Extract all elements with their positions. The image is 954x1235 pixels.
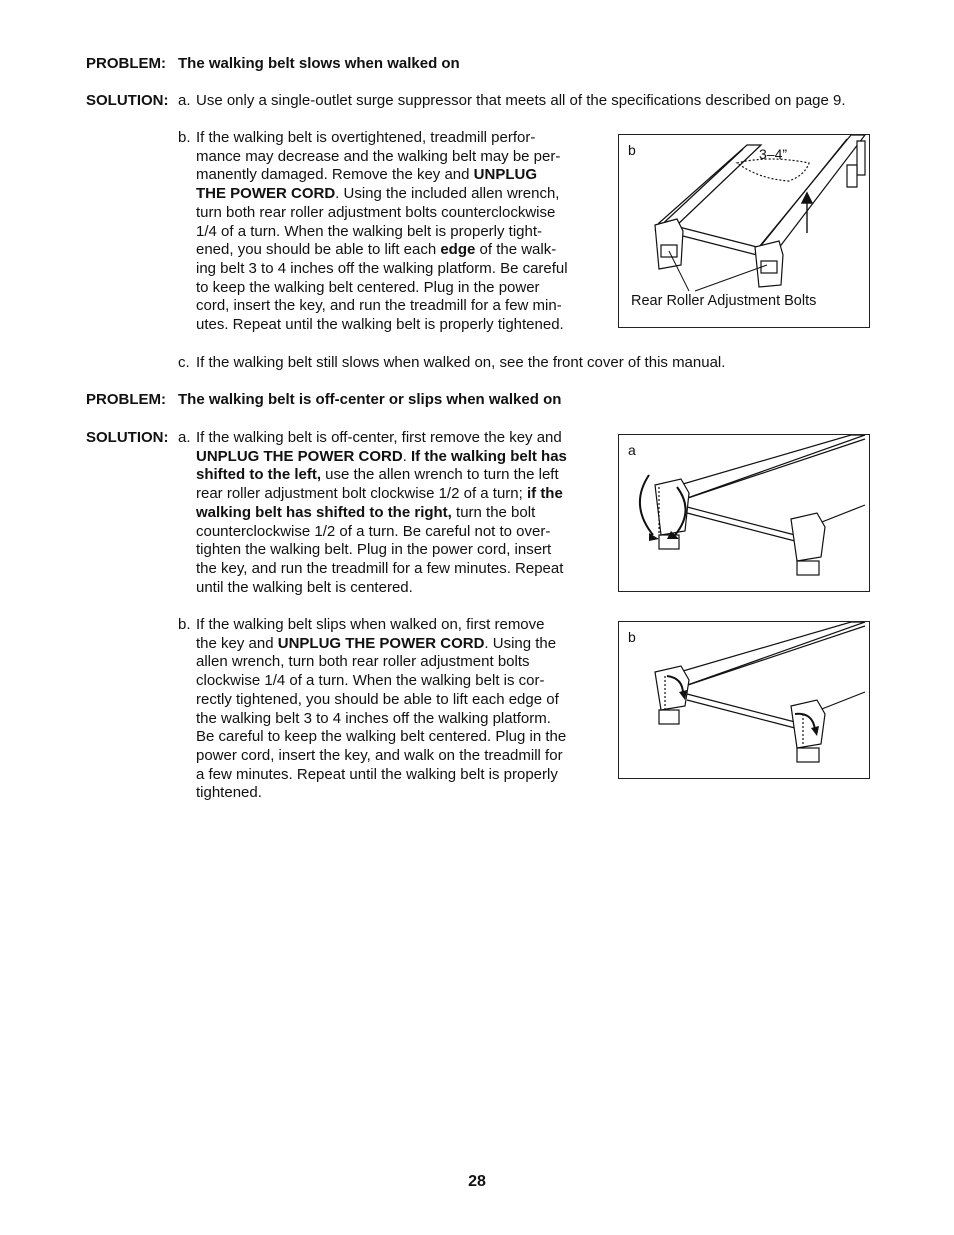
bold-text: UNPLUG bbox=[473, 166, 538, 184]
paragraph-line bbox=[196, 297, 562, 316]
text-run: rectly tightened, you should be able to lift each edge of bbox=[196, 690, 559, 708]
paragraph-line bbox=[196, 185, 559, 204]
paragraph-line bbox=[196, 466, 559, 485]
solution2-label: SOLUTION: bbox=[86, 429, 169, 446]
text-run: cord, insert the key, and run the treadmill for a few min- bbox=[196, 297, 562, 315]
text-run: ened, you should be able to lift each bbox=[196, 241, 441, 259]
figure3-letter: b bbox=[628, 629, 636, 645]
paragraph-line bbox=[196, 148, 560, 167]
paragraph-line bbox=[196, 560, 563, 579]
text-run: tighten the walking belt. Plug in the power cord, insert bbox=[196, 541, 552, 559]
text-run: turn the bolt bbox=[451, 503, 536, 521]
text-run: . bbox=[402, 447, 412, 465]
paragraph-line bbox=[196, 485, 563, 504]
figure-belt-centering bbox=[618, 434, 870, 592]
solution1-a-letter: a. bbox=[178, 92, 191, 109]
text-run: mance may decrease and the walking belt may be per- bbox=[196, 147, 561, 165]
paragraph-line bbox=[196, 448, 567, 467]
paragraph-line bbox=[196, 710, 551, 729]
bold-text: if the bbox=[526, 485, 563, 503]
bold-text: UNPLUG THE POWER CORD bbox=[196, 447, 403, 465]
text-run: a few minutes. Repeat until the walking belt is properly bbox=[196, 765, 558, 783]
solution1-c-text: If the walking belt still slows when walked on, see the front cover of this manual. bbox=[196, 354, 726, 371]
text-run: manently damaged. Remove the key and bbox=[196, 166, 474, 184]
paragraph-line bbox=[196, 747, 563, 766]
text-run: . Using the included allen wrench, bbox=[335, 185, 560, 203]
figure-belt-slipping bbox=[618, 621, 870, 779]
paragraph-line bbox=[196, 541, 551, 560]
figure-belt-tension bbox=[618, 134, 870, 328]
problem1-label: PROBLEM: bbox=[86, 55, 166, 72]
text-run: allen wrench, turn both rear roller adjustment bolts bbox=[196, 653, 530, 671]
text-run: use the allen wrench to turn the left bbox=[321, 466, 559, 484]
figure1-caption: Rear Roller Adjustment Bolts bbox=[631, 293, 817, 309]
paragraph-line bbox=[196, 204, 555, 223]
text-run: to keep the walking belt centered. Plug in the power bbox=[196, 278, 540, 296]
paragraph-line bbox=[196, 635, 556, 654]
bold-text: THE POWER CORD bbox=[196, 185, 336, 203]
figure1-dimension: 3–4” bbox=[759, 146, 788, 162]
text-run: ing belt 3 to 4 inches off the walking platform. Be careful bbox=[196, 259, 568, 277]
problem2-title: The walking belt is off-center or slips when walked on bbox=[178, 391, 562, 408]
solution2-a-letter: a. bbox=[178, 429, 191, 446]
solution1-b-letter: b. bbox=[178, 129, 191, 146]
paragraph-line bbox=[196, 429, 562, 448]
paragraph-line bbox=[196, 579, 413, 598]
solution1-label: SOLUTION: bbox=[86, 92, 169, 109]
text-run: . Using the bbox=[484, 634, 557, 652]
text-run: 1/4 of a turn. When the walking belt is properly tight- bbox=[196, 222, 543, 240]
text-run: the walking belt 3 to 4 inches off the walking platform. bbox=[196, 709, 551, 727]
bold-text: walking belt has shifted to the right, bbox=[196, 503, 452, 521]
solution2-b-letter: b. bbox=[178, 616, 191, 633]
figure2-letter: a bbox=[628, 442, 636, 458]
text-run: turn both rear roller adjustment bolts counterclockwise bbox=[196, 203, 556, 221]
solution1-c-letter: c. bbox=[178, 354, 190, 371]
text-run: Be careful to keep the walking belt centered. Plug in the bbox=[196, 728, 567, 746]
paragraph-line bbox=[196, 504, 535, 523]
text-run: of the walk- bbox=[475, 241, 557, 259]
text-run: tightened. bbox=[196, 784, 262, 802]
paragraph-line bbox=[196, 691, 559, 710]
text-run: If the walking belt is overtightened, treadmill perfor- bbox=[196, 129, 536, 146]
paragraph-line bbox=[196, 279, 540, 298]
text-run: If the walking belt is off-center, first remove the key and bbox=[196, 429, 562, 446]
paragraph-line bbox=[196, 672, 545, 691]
text-run: rear roller adjustment bolt clockwise 1/2 of a turn; bbox=[196, 485, 527, 503]
solution1-a-text: Use only a single-outlet surge suppressor that meets all of the specifications described on page 9. bbox=[196, 92, 846, 109]
bold-text: If the walking belt has bbox=[411, 447, 567, 465]
problem2-label: PROBLEM: bbox=[86, 391, 166, 408]
text-run: clockwise 1/4 of a turn. When the walking belt is cor- bbox=[196, 672, 545, 690]
paragraph-line bbox=[196, 316, 564, 335]
bold-text: UNPLUG THE POWER CORD bbox=[277, 634, 485, 652]
text-run: the key and bbox=[196, 634, 278, 652]
paragraph-line bbox=[196, 223, 542, 242]
bold-text: edge bbox=[440, 241, 476, 259]
paragraph-line bbox=[196, 766, 558, 785]
paragraph-line bbox=[196, 523, 550, 542]
text-run: until the walking belt is centered. bbox=[196, 578, 413, 596]
figure1-letter: b bbox=[628, 142, 636, 158]
paragraph-line bbox=[196, 784, 262, 803]
text-run: counterclockwise 1/2 of a turn. Be careful not to over- bbox=[196, 522, 551, 540]
paragraph-line bbox=[196, 653, 530, 672]
treadmill-left-bolt-illustration bbox=[619, 435, 869, 591]
text-run: utes. Repeat until the walking belt is properly tightened. bbox=[196, 316, 564, 333]
treadmill-both-bolts-illustration bbox=[619, 622, 869, 778]
paragraph-line bbox=[196, 166, 537, 185]
text-run: If the walking belt slips when walked on, first remove bbox=[196, 616, 545, 633]
paragraph-line bbox=[196, 260, 568, 279]
text-run: power cord, insert the key, and walk on the treadmill for bbox=[196, 746, 563, 764]
page-number: 28 bbox=[468, 1173, 486, 1190]
problem1-title: The walking belt slows when walked on bbox=[178, 55, 460, 72]
paragraph-line bbox=[196, 616, 545, 635]
paragraph-line bbox=[196, 129, 535, 148]
paragraph-line bbox=[196, 728, 566, 747]
bold-text: shifted to the left, bbox=[196, 466, 321, 484]
text-run: the key, and run the treadmill for a few minutes. Repeat bbox=[196, 559, 564, 577]
paragraph-line bbox=[196, 241, 556, 260]
